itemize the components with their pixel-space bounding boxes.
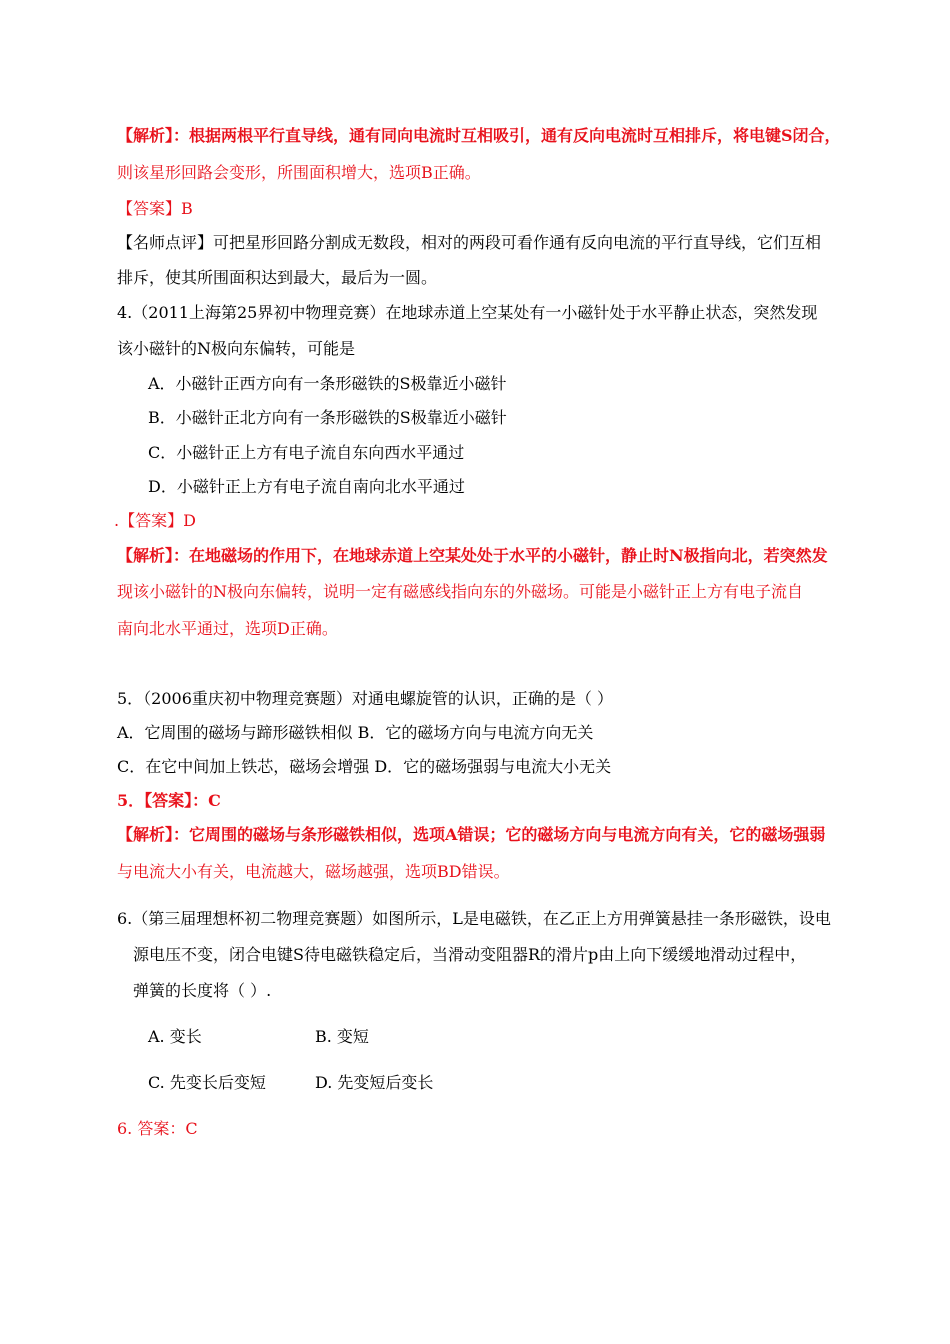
q4-analysis-line1: 【解析】：在地磁场的作用下，在地球赤道上空某处处于水平的小磁针，静止时N极指向北，若突然发 (117, 546, 828, 565)
q5-options-ab: A．它周围的磁场与蹄形磁铁相似 B．它的磁场方向与电流方向无关 (117, 723, 594, 742)
q5-answer: 5．【答案】：C (117, 791, 221, 810)
q6-stem-line3: 弹簧的长度将（ ）. (133, 981, 272, 1000)
q4-analysis-line3: 南向北水平通过，选项D正确。 (117, 619, 338, 638)
q3-analysis-line1: 【解析】：根据两根平行直导线，通有同向电流时互相吸引，通有反向电流时互相排斥，将电键S闭合， (117, 126, 841, 145)
q6-option-a: A. 变长 (148, 1027, 202, 1046)
q4-stem-line2: 该小磁针的N极向东偏转，可能是 (117, 339, 356, 358)
q4-option-d: D．小磁针正上方有电子流自南向北水平通过 (148, 477, 465, 496)
q6-answer: 6. 答案：C (117, 1119, 198, 1138)
q3-answer: 【答案】B (117, 199, 193, 218)
q4-option-a: A．小磁针正西方向有一条形磁铁的S极靠近小磁针 (148, 374, 507, 393)
q4-analysis-line2: 现该小磁针的N极向东偏转，说明一定有磁感线指向东的外磁场。可能是小磁针正上方有电子流自 (117, 582, 804, 601)
q3-analysis-line2: 则该星形回路会变形，所围面积增大，选项B正确。 (117, 163, 481, 182)
q6-option-b: B. 变短 (315, 1027, 369, 1046)
q4-option-c: C．小磁针正上方有电子流自东向西水平通过 (148, 443, 465, 462)
q5-options-cd: C．在它中间加上铁芯，磁场会增强 D．它的磁场强弱与电流大小无关 (117, 757, 612, 776)
q6-stem-line1: 6.（第三届理想杯初二物理竞赛题）如图所示，L是电磁铁，在乙正上方用弹簧悬挂一条形磁铁，设电 (117, 909, 831, 928)
q4-option-b: B．小磁针正北方向有一条形磁铁的S极靠近小磁针 (148, 408, 507, 427)
q4-stem-line1: 4.（2011上海第25界初中物理竞赛）在地球赤道上空某处有一小磁针处于水平静止状态，突然发现 (117, 303, 818, 322)
q6-stem-line2: 源电压不变，闭合电键S待电磁铁稳定后，当滑动变阻器R的滑片p由上向下缓缓地滑动过程中， (133, 945, 807, 964)
q5-analysis-line2: 与电流大小有关，电流越大，磁场越强，选项BD错误。 (117, 862, 510, 881)
q3-comment-line1: 【名师点评】可把星形回路分割成无数段，相对的两段可看作通有反向电流的平行直导线，它们互相 (117, 233, 822, 252)
q6-option-d: D. 先变短后变长 (315, 1073, 434, 1092)
q5-stem: 5．（2006重庆初中物理竞赛题）对通电螺旋管的认识，正确的是（ ） (117, 689, 613, 708)
q5-analysis-line1: 【解析】：它周围的磁场与条形磁铁相似，选项A错误；它的磁场方向与电流方向有关，它的磁场强弱 (117, 825, 826, 844)
q3-comment-line2: 排斥，使其所围面积达到最大，最后为一圆。 (117, 268, 438, 287)
q6-option-c: C. 先变长后变短 (148, 1073, 266, 1092)
q4-answer: .【答案】D (114, 511, 196, 530)
